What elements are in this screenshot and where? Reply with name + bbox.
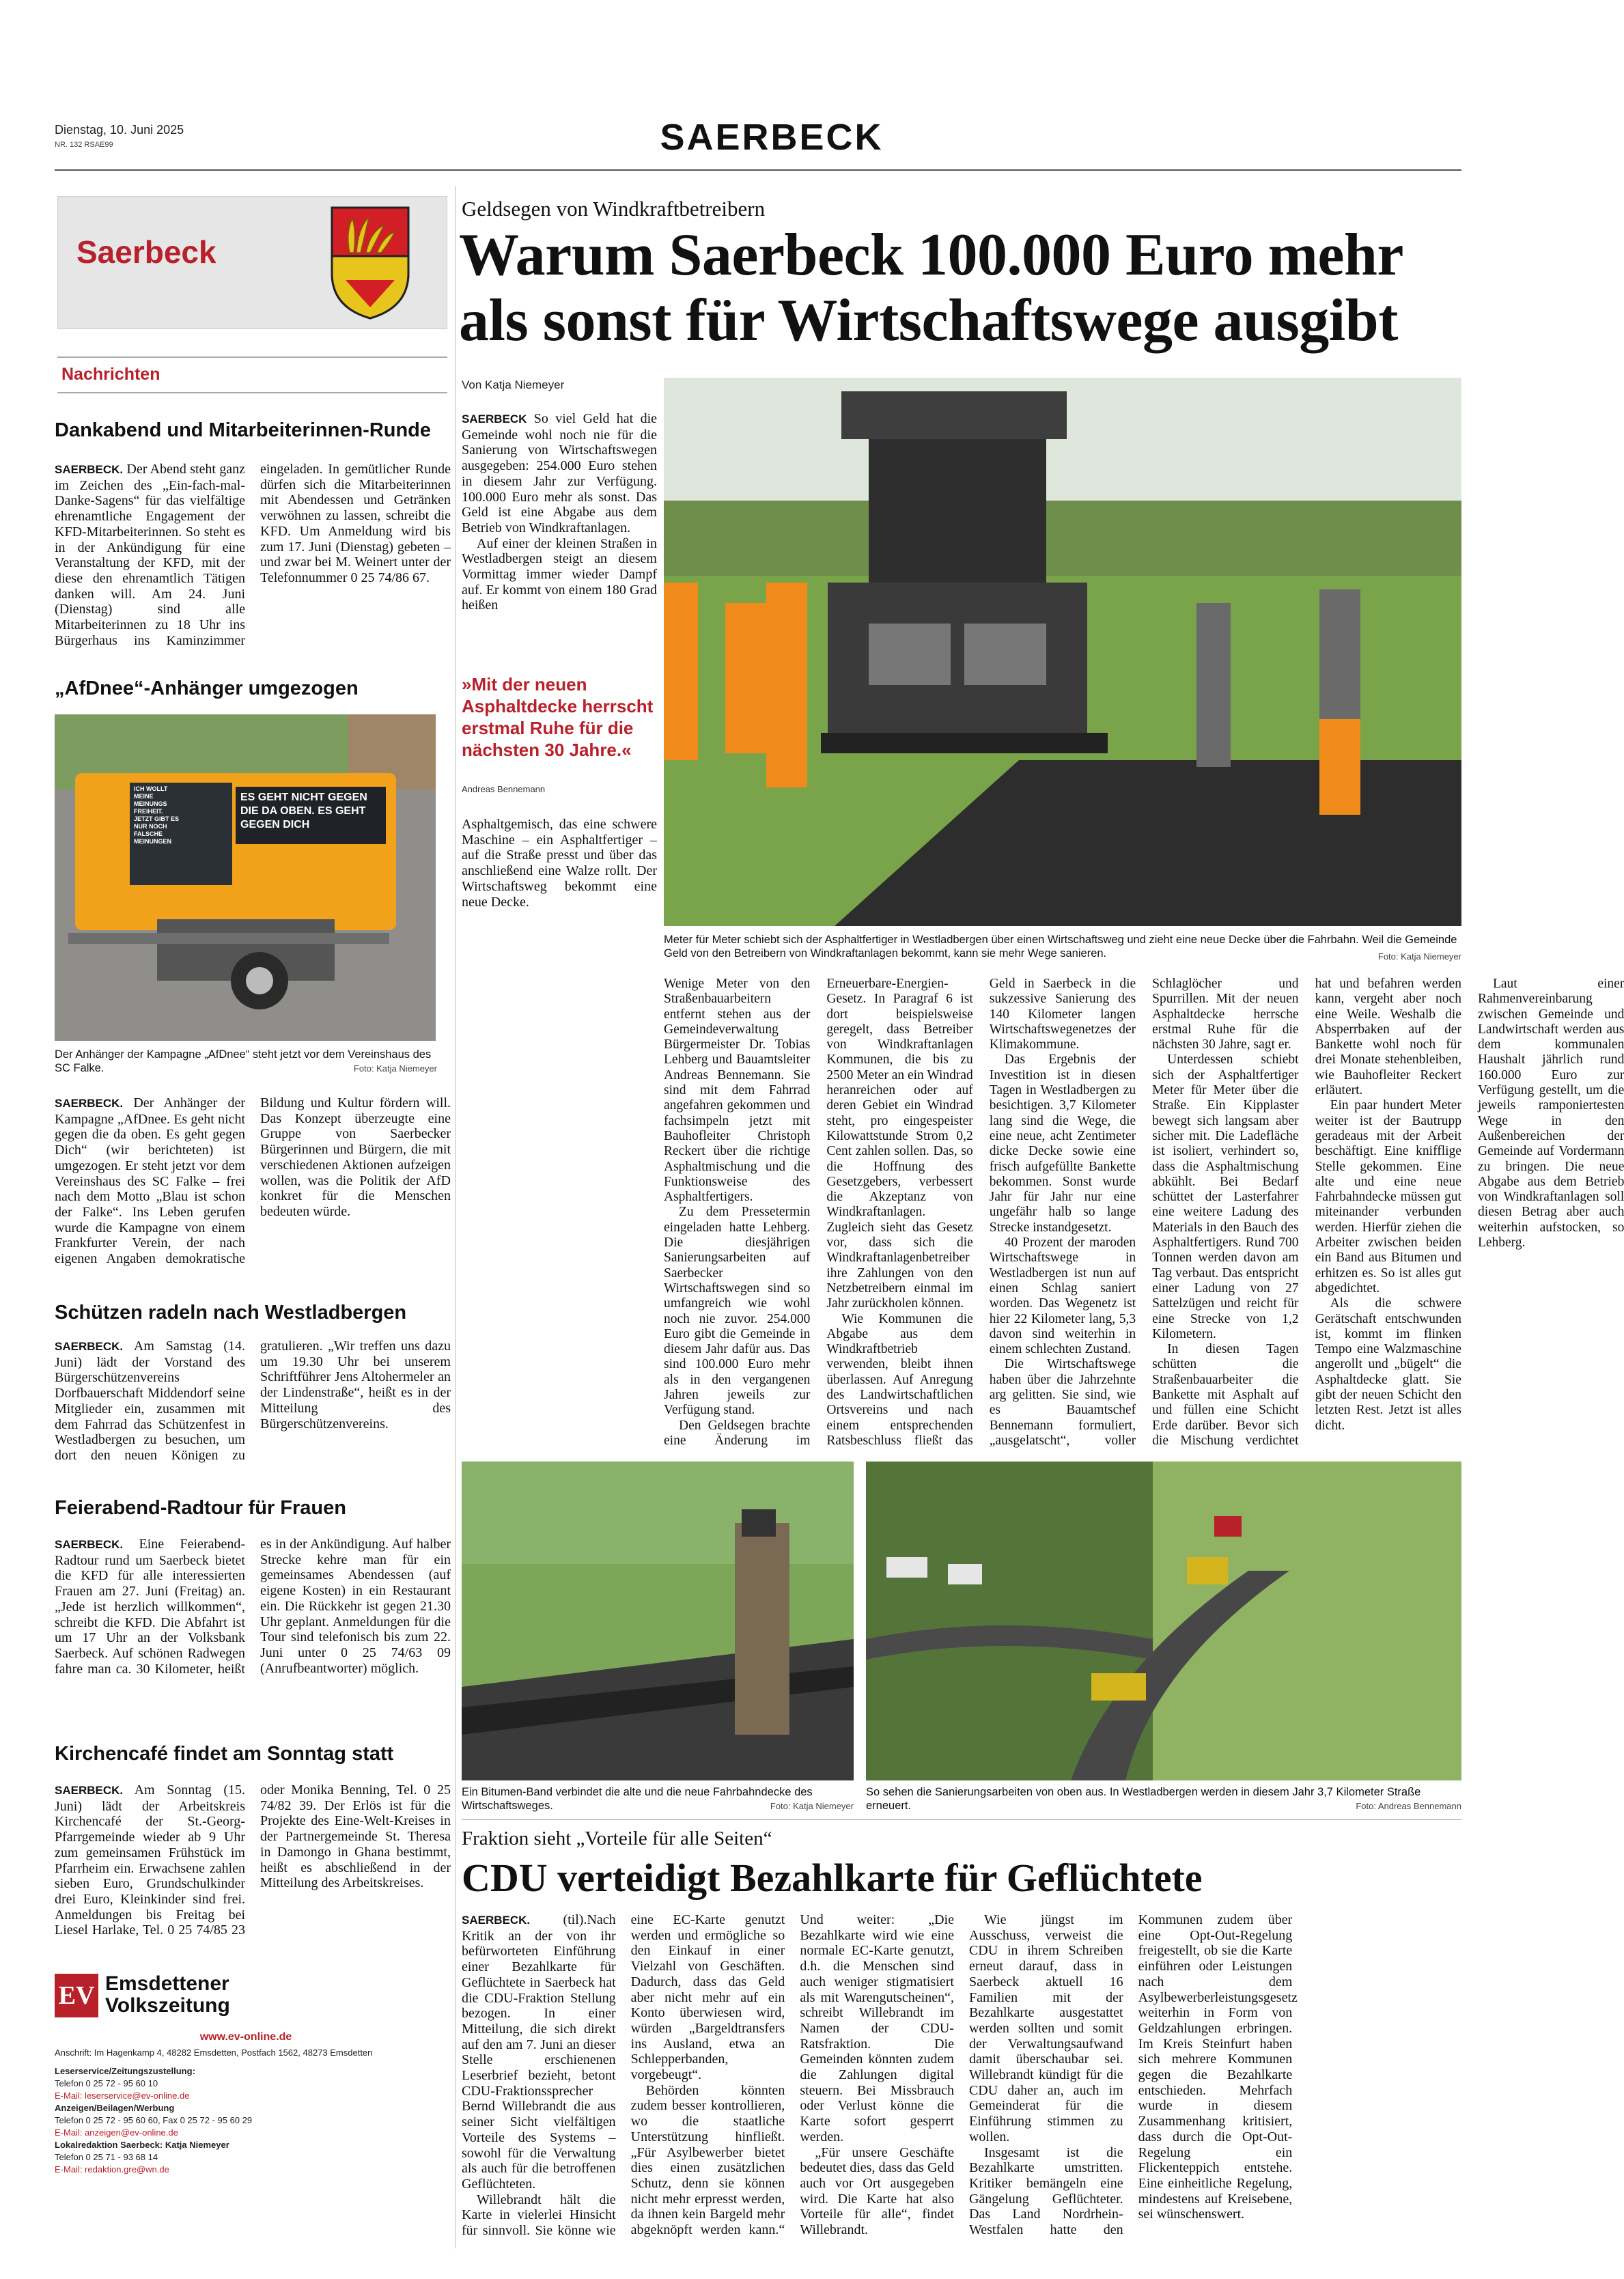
- headline-kirchencafe: Kirchencafé findet am Sonntag statt: [55, 1743, 394, 1765]
- article-radtour: [55, 1537, 451, 1688]
- lead-text: So viel Geld hat die Gemeinde wohl noch nie für die Sanierung von Wirtschaftswegen ausgegeben: 254.000 Euro stehen in diesem Jahr zur Verfügung. 100.000 Euro mehr als sonst. Das Geld ist eine Abgabe aus dem Betrieb von Windkraftanlagen.: [462, 411, 658, 535]
- cdu-paragraph: „Für unsere Geschäfte bedeutet dies, dass das Geld auch vor Ort ausgegeben wird. Die Karte hat also Vorteile für alle“, findet Willebrandt.: [800, 2144, 954, 2238]
- cdu-paragraph: Behörden könnten zudem besser kontrollieren, wo die staatliche Unterstützung hinfließt. „Für Asylbewerber bietet dies einen zusätzlichen Schutz, denn sie können nicht mehr erpresst werden, da ihnen kein Bargeld mehr abgeknöpft werden kann.“ Und weiter: „Die Bezahlkarte wird wie eine normale EC-Karte genutzt, d.h. die Menschen sind auch weniger stigmatisiert als mit Warengutscheinen“, schreibt Willebrandt im Namen der CDU-Ratsfraktion. Die Gemeinden könnten zudem die Zahlungen digital steuern. Bei Missbrauch oder Verlust könne die Karte sofort gesperrt werden.: [630, 1912, 954, 2238]
- imprint-name-2: Volkszeitung: [105, 1994, 230, 2017]
- body-paragraph: Wie Kommunen die Abgabe aus dem Windkraftbetrieb verwenden, bleibt ihnen überlassen. Auf Anregung des Landwirtschaftlichen Ortsvereins und nach einem entsprechenden Ratsbeschluss fließt das Geld in Saerbeck in die sukzessive Sanierung des 140 Kilometer langen Wirtschaftswegenetzes der Klimakommune.: [826, 977, 1136, 1448]
- headline-schuetzen: Schützen radeln nach Westladbergen: [55, 1302, 407, 1324]
- main-author: Von Katja Niemeyer: [462, 378, 565, 391]
- imprint-line[interactable]: E-Mail: anzeigen@ev-online.de: [55, 2127, 178, 2138]
- body-paragraph: Das Ergebnis der Investition ist in diesen Tagen in Westladbergen zu besichtigen. 3,7 Kilometer lang sind die Wege, die eine neue, acht Zentimeter dicke Decke sowie eine frisch aufgefüllte Bankette bekommen. Sonst wurde Jahr für Jahr nur eine ungefähr halb so lange Strecke instandgesetzt.: [989, 1052, 1136, 1235]
- kicker: SAERBECK.: [55, 1784, 124, 1797]
- banner-left: ICH WOLLT MEINE MEINUNGS FREIHEIT. JETZT GIBT ES NUR NOCH FALSCHE MEINUNGEN: [134, 785, 180, 845]
- imprint-line: Lokalredaktion Saerbeck: Katja Niemeyer: [55, 2140, 229, 2150]
- imprint-line: Telefon 0 25 72 - 95 60 10: [55, 2078, 158, 2088]
- cdu-paragraph: Willebrandt hält die Karte in vielerlei Hinsicht für sinnvoll. Sie könne wie eine EC-Karte genutzt werden und ermögliche so den Einkauf in einer Vielzahl von Geschäften. Dadurch, dass das Geld aber nicht mehr auf ein Konto überwiesen wird, würden „Bargeldtransfers ins Ausland, etwa an Schlepperbanden, vorgebeugt“.: [462, 1912, 785, 2239]
- imprint-line: Anzeigen/Beilagen/Werbung: [55, 2103, 175, 2113]
- imprint-address: Anschrift: Im Hagenkamp 4, 48282 Emsdetten, Postfach 1562, 48273 Emsdetten: [55, 2047, 373, 2058]
- kicker: SAERBECK.: [55, 463, 124, 476]
- cdu-rule: [462, 1819, 1461, 1820]
- article-afdnee: [55, 1095, 451, 1277]
- article-kirchencafe: [55, 1782, 451, 1941]
- main-photo-credit: Foto: Katja Niemeyer: [1377, 951, 1461, 962]
- section-title: SAERBECK: [660, 117, 884, 158]
- coat-of-arms: [329, 205, 411, 321]
- main-headline: Warum Saerbeck 100.000 Euro mehr als sonst für Wirtschaftswege ausgibt: [459, 222, 1403, 354]
- body-paragraph: Den Geldsegen brachte eine Änderung im Erneuerbare-Energien-Gesetz. In Paragraf 6 ist dort beispielsweise geregelt, dass Betreiber von Windkraftanlagen Kommunen, die bis zu 2500 Meter an ein Windrad heranreichen oder auf deren Gebiet ein Windrad steht, pro eingespeister Kilowattstunde Strom 0,2 Cent zahlen sollen. Das, so die Hoffnung des Gesetzgebers, verbessert die Akzeptanz von Windkraftanlagen. Zugleich sieht das Gesetz vor, dass sich die Windkraftanlagenbetreiber ihre Zahlungen von den Netzbetreibern einmal im Jahr zurückholen können.: [664, 977, 973, 1448]
- lead-kicker: SAERBECK: [462, 413, 527, 425]
- body-paragraph: Laut einer Rahmenvereinbarung zwischen Gemeinde und Landwirtschaft werden aus dem kommunalen Haushalt jährlich rund 160.000 Euro zur Verfügung gestellt, um die jeweils ramponiertesten Wege in den Außenbereichen der Gemeinde auf Vordermann zu bringen. Die neue Abgabe aus dem Betrieb von Windkraftanlagen soll diesen Betrag aber auch weiterhin aufstocken, so Lehberg.: [1477, 977, 1624, 1250]
- pull-quote: »Mit der neuen Asphaltdecke herrscht erstmal Ruhe für die nächsten 30 Jahre.«: [462, 674, 654, 760]
- cdu-paragraph: Insgesamt ist die Bezahlkarte umstritten. Kritiker bemängeln eine Gängelung Geflüchteter. Das Land Nordrhein-Westfalen hatte den Kommunen zudem über eine Opt-Out-Regelung freigestellt, ob sie die Karte einführen oder Leistungen nach dem Asylbewerberleistungsgesetz weiterhin in Form von Geldzahlungen erbringen. Im Kreis Steinfurt haben sich mehrere Kommunen gegen die Bezahlkarte entschieden. Mehrfach wurde in diesem Zusammenhang kritisiert, dass durch die Opt-Out-Regelung ein Flickenteppich entstehe. Eine einheitliche Regelung, mindestens auf Kreisebene, sei wünschenswert.: [968, 1912, 1298, 2238]
- caption-trailer: Der Anhänger der Kampagne „AfDnee“ steht jetzt vor dem Vereinshaus des SC Falke.: [55, 1048, 432, 1074]
- photo-aerial: [866, 1462, 1461, 1780]
- main-col1-text: Asphaltgemisch, das eine schwere Maschine – ein Asphaltfertiger – auf die Straße presst und über das anschließend eine Walze rollt. Der Wirtschaftsweg bekommt eine neue Decke.: [462, 817, 657, 910]
- imprint-line: Telefon 0 25 71 - 93 68 14: [55, 2152, 158, 2162]
- article-text: Am Sonntag (15. Juni) lädt der Arbeitskreis Kirchencafé der St.-Georg-Pfarrgemeinde wieder ab 9 Uhr zum gemeinsamen Frühstück im Pfarrheim ein. Erwachsene zahlen sieben Euro, Grundschulkinder drei Euro, Kleinkinder sind frei. Anmeldungen bis Freitag bei Liesel Harlake, Tel. 0 25 74/85 23 oder Monika Benning, Tel. 0 25 74/82 39. Der Erlös ist für die Projekte des Eine-Welt-Kreises in der Partnergemeinde St. Theresa in Damongo in Ghana bestimmt, heißt es abschließend in der Mitteilung des Arbeitskreises.: [55, 1782, 451, 1938]
- issue-date: Dienstag, 10. Juni 2025: [55, 123, 184, 137]
- imprint-name-1: Emsdettener: [105, 1972, 229, 1995]
- credit-trailer: Foto: Katja Niemeyer: [353, 1063, 437, 1074]
- body-paragraph: In diesen Tagen schütten die Straßenbauarbeiter die Bankette mit Asphalt auf und füllen eine Schicht Erde darüber. Bevor sich die Mischung verdichtet hat und befahren werden kann, vergeht aber noch eine Weile. Weshalb die Absperrbaken auf der Bankette wohl noch für drei Monate stehenbleiben, wie Bauhofleiter Reckert erläutert.: [1152, 977, 1461, 1448]
- body-paragraph: 40 Prozent der maroden Wirtschaftswege in Westladbergen ist nun auf einen Schlag saniert worden. Das Wegenetz ist hier 22 Kilometer lang, 5,3 davon sind weiterhin in einem schlechten Zustand.: [989, 1235, 1136, 1357]
- lead-text-2: Auf einer der kleinen Straßen in Westladbergen steigt an diesem Vormittag immer wieder Dampf auf. Er kommt von einem 180 Grad heißen: [462, 535, 657, 613]
- header-rule: [55, 169, 1461, 171]
- cdu-body: [462, 1912, 1461, 2247]
- body-paragraph: Die Wirtschaftswege haben über die Jahrzehnte arg gelitten. Sie sind, wie es Bauamtschef Bennemann formuliert, „ausgelatscht“, voller Schlaglöcher und Spurrillen. Mit der neuen Asphaltdecke herrsche erstmal Ruhe für die nächsten 30 Jahre, sagt er.: [989, 977, 1299, 1448]
- nachrichten-rule-2: [57, 392, 447, 393]
- kicker: SAERBECK.: [55, 1340, 124, 1353]
- town-name: Saerbeck: [76, 234, 216, 270]
- quote-author: Andreas Bennemann: [462, 784, 546, 794]
- imprint-line: Telefon 0 25 72 - 95 60 60, Fax 0 25 72 - 95 60 29: [55, 2115, 253, 2125]
- body-paragraph: Wenige Meter von den Straßenbauarbeitern entfernt stehen aus der Gemeindeverwaltung Bürgermeister Dr. Tobias Lehberg und Bauamtsleiter Andreas Bennemann. Sie sind mit dem Fahrrad angefahren gekommen und fachsimpeln jetzt mit Bauhofleiter Christoph Reckert über die richtige Asphaltmischung und die Funktionsweise des Asphaltfertigers.: [664, 977, 811, 1205]
- cdu-text: (til).Nach Kritik an der von ihr befürworteten Einführung einer Bezahlkarte für Geflüchtete in Saerbeck hat die CDU-Fraktion Stellung bezogen. In einer Mitteilung, die sich direkt auf den am 7. Juni an dieser Stelle erschienenen Leserbrief bezieht, betont CDU-Fraktionssprecher Bernd Willebrandt die aus seiner Sicht vielfältigen Vorteile des Systems – sowohl für die Verwaltung als auch für die betroffenen Geflüchteten.: [462, 1912, 616, 2192]
- cdu-kicker: Fraktion sieht „Vorteile für alle Seiten“: [462, 1828, 772, 1849]
- ev-logo: EV: [55, 1974, 98, 2017]
- article-text: Am Samstag (14. Juni) lädt der Vorstand des Bürgerschützenvereins Dorfbauerschaft Middendorf seine Mitglieder ein, zusammen mit dem Fahrrad das Schützenfest in Westladbergen zu besuchen, um dort den neuen Königen zu gratulieren. „Wir treffen uns dazu um 19.30 Uhr bei unserem Schriftführer Jens Altohermeler an der Lindenstraße“, heißt es in der Mitteilung des Bürgerschützenvereins.: [55, 1339, 451, 1463]
- imprint-line[interactable]: E-Mail: leserservice@ev-online.de: [55, 2091, 190, 2101]
- body-paragraph: Zu dem Pressetermin eingeladen hatte Lehberg. Die diesjährigen Sanierungsarbeiten auf Saerbecker Wirtschaftswegen sind so umfangreich wie wohl noch nie zuvor. 254.000 Euro gibt die Gemeinde in diesem Jahr dafür aus. Das sind 100.000 Euro mehr als in den vergangenen Jahren jeweils zur Verfügung stand.: [664, 1205, 811, 1418]
- main-photo-caption: Meter für Meter schiebt sich der Asphaltfertiger in Westladbergen über einen Wirtschaftsweg und zieht eine neue Decke über die Fahrbahn. Weil die Gemeinde Geld von den Betreibern von Windkraftanlagen bekommt, kann sie mehr Wege sanieren.: [664, 934, 1457, 960]
- article-text: Eine Feierabend-Radtour rund um Saerbeck bietet die KFD für alle interessierten Frauen am 27. Juni (Freitag) an. „Jede ist herzlich willkommen“, schreibt die KFD. Die Abfahrt ist um 17 Uhr an der Volksbank Saerbeck. Auf schönen Radwegen fahre man ca. 30 Kilometer, heißt es in der Ankündigung. Auf halber Strecke kehre man für ein gemeinsames Abendessen (auf eigene Kosten) in ein Restaurant ein. Die Rückkehr ist gegen 21.30 Uhr geplant. Anmeldungen für die Tour sind telefonisch bis zum 22. Juni unter 0 25 74/63 09 (Anrufbeantworter) möglich.: [55, 1537, 451, 1677]
- trailer-photo: [55, 714, 436, 1041]
- body-paragraph: Ein paar hundert Meter weiter ist der Bautrupp geradeaus mit der Arbeit beschäftigt. Eine knifflige Stelle gekommen. Eine alte und eine neue Fahrbahndecke müssen gut miteinander verbunden werden. Hierfür ziehen die Arbeiter zwischen beiden ein Band aus Bitumen und erhitzen es. So ist alles gut abgedichtet.: [1315, 1098, 1461, 1296]
- credit-aerial: Foto: Andreas Bennemann: [1356, 1801, 1461, 1811]
- credit-bitumen: Foto: Katja Niemeyer: [770, 1801, 854, 1811]
- main-lead: [462, 411, 657, 613]
- body-paragraph: Unterdessen schiebt sich der Asphaltfertiger Meter für Meter über die Straße. Ein Kipplaster bewegt sich langsam aber sicher mit. Die Ladefläche ist isoliert, verhindert so, dass die Asphaltmischung abkühlt. Bei Bedarf schüttet der Lasterfahrer eine weitere Ladung des Materials in den Bauch des Asphaltfertigers. Rund 700 Tonnen werden davon am Tag verbaut. Das entspricht einer Ladung von 27 Sattelzügen und reicht für eine Strecke von 1,2 Kilometern.: [1152, 1052, 1299, 1341]
- kicker: SAERBECK.: [55, 1097, 124, 1110]
- nachrichten-label: Nachrichten: [61, 365, 160, 384]
- caption-bitumen: Ein Bitumen-Band verbindet die alte und die neue Fahrbahndecke des Wirtschaftsweges.: [462, 1786, 813, 1812]
- cdu-headline: CDU verteidigt Bezahlkarte für Geflüchtete: [462, 1856, 1203, 1900]
- issue-number: NR. 132 RSAE99: [55, 141, 113, 149]
- article-text: Der Anhänger der Kampagne „AfDnee. Es geht nicht gegen die da oben. Es geht gegen Dich“ (wir berichteten) ist umgezogen. Er steht jetzt vor dem Vereinshaus des SC Falke – frei nach dem Motto „Blau ist schon der Falke“. Ins Leben gerufen wurde die Kampagne von einem Frankfurter Verein, der nach eigenen Angaben demokratische Bildung und Kultur fördern will. Das Konzept überzeugte eine Gruppe von Saerbecker Bürgerinnen und Bürgern, die mit verschiedenen Aktionen aufzeigen wollen, was die Politik der AfD konkret für die Menschen bedeuten würde.: [55, 1095, 451, 1267]
- imprint-line: Leserservice/Zeitungszustellung:: [55, 2066, 195, 2076]
- headline-dankabend: Dankabend und Mitarbeiterinnen-Runde: [55, 419, 432, 441]
- kicker: SAERBECK.: [55, 1538, 124, 1551]
- main-kicker: Geldsegen von Windkraftbetreibern: [462, 197, 766, 221]
- photo-bitumen: [462, 1462, 854, 1780]
- caption-aerial: So sehen die Sanierungsarbeiten von oben aus. In Westladbergen werden in diesem Jahr 3,7 Kilometer Straße erneuert.: [866, 1786, 1421, 1812]
- article-schuetzen: [55, 1339, 451, 1475]
- headline-afdnee: „AfDnee“-Anhänger umgezogen: [55, 677, 359, 699]
- cdu-paragraph: [462, 1912, 616, 2192]
- sidebar-divider: [455, 186, 456, 2248]
- headline-radtour: Feierabend-Radtour für Frauen: [55, 1497, 346, 1519]
- imprint-line[interactable]: E-Mail: redaktion.gre@wn.de: [55, 2164, 169, 2175]
- imprint-url[interactable]: www.ev-online.de: [199, 2031, 292, 2043]
- cdu-town-kicker: SAERBECK.: [462, 1914, 531, 1927]
- body-paragraph: Als die schwere Gerätschaft entschwunden ist, kommt im flinken Tempo eine Walzmaschine angerollt und „bügelt“ die Asphaltdecke glatt. Sie gibt der neuen Schicht den letzten Rest. Jetzt ist alles dicht.: [1315, 1296, 1461, 1433]
- cdu-paragraph: Wie jüngst im Ausschuss, verweist die CDU in ihrem Schreiben erneut darauf, dass in Saerbeck aktuell 16 Familien mit der Bezahlkarte ausgestattet werden sollten und somit der Verwaltungsaufwand damit überschaubar sei. Willebrandt kündigt für die CDU daher an, auch im Gemeinderat für die Einführung stimmen zu wollen.: [968, 1912, 1123, 2144]
- article-text: Der Abend steht ganz im Zeichen des „Ein-fach-mal-Danke-Sagens“ für das vielfältige ehrenamtliche Engagement der KFD-Mitarbeiterinnen. So steht es in der Ankündigung für eine Veranstaltung der KFD, mit der diese den ehrenamtlich Tätigen danken will. Am 24. Juni (Dienstag) sind alle Mitarbeiterinnen zu 18 Uhr ins Bürgerhaus ins Kaminzimmer eingeladen. In gemütlicher Runde dürfen sich die Mitarbeiterinnen mit Abendessen und Getränken verwöhnen zu lassen, schreibt die KFD. Um Anmeldung wird bis zum 17. Juni (Dienstag) gebeten – und zwar bei M. Weinert unter der Telefonnummer 0 25 74/86 67.: [55, 462, 451, 648]
- article-dankabend: [55, 462, 451, 650]
- imprint-contacts: [55, 2065, 437, 2176]
- nachrichten-rule: [57, 356, 447, 358]
- main-body: [664, 977, 1624, 1455]
- banner-right: ES GEHT NICHT GEGEN DIE DA OBEN. ES GEHT GEGEN DICH: [240, 792, 367, 830]
- main-photo-asphalt: [664, 378, 1461, 926]
